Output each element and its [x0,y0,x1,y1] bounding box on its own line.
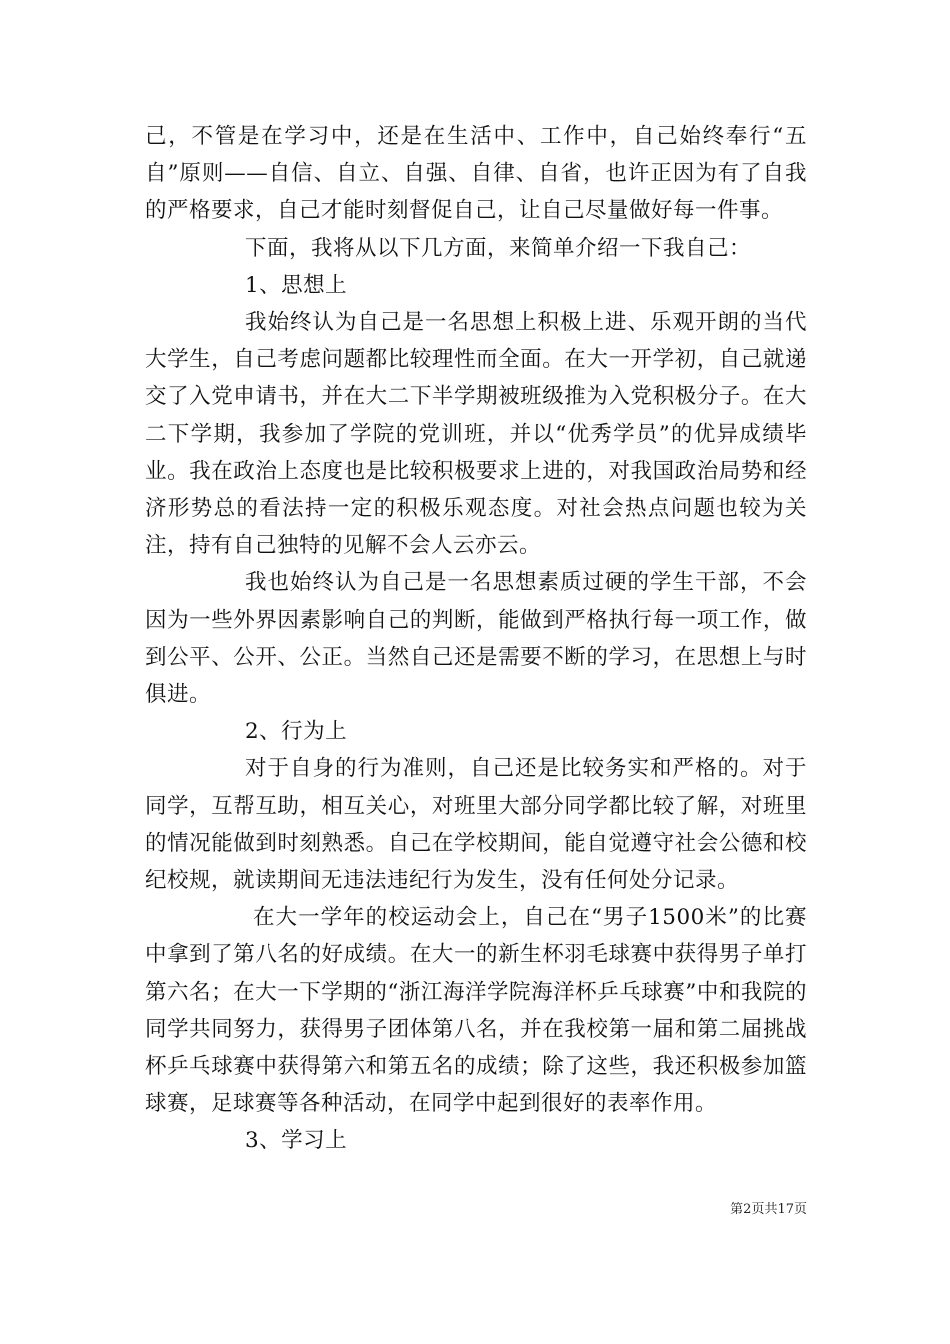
body-text [145,118,807,1160]
page-number-footer: 第2页共17页 [730,1202,807,1217]
paragraph: 对于自身的行为准则，自己还是比较务实和严格的。对于同学，互帮互助，相互关心，对班里大部分同学都比较了解，对班里的情况能做到时刻熟悉。自己在学校期间，能自觉遵守社会公德和校纪校规，就读期间无违法违纪行为发生，没有任何处分记录。 [145,756,807,894]
section-heading: 2、行为上 [245,719,348,745]
section-heading: 3、学习上 [245,1128,348,1154]
paragraph: 下面，我将从以下几方面，来简单介绍一下我自己： [245,235,752,261]
section-heading: 1、思想上 [245,272,348,298]
paragraph: 我始终认为自己是一名思想上积极上进、乐观开朗的当代大学生，自己考虑问题都比较理性而全面。在大一开学初，自己就递交了入党申请书，并在大二下半学期被班级推为入党积极分子。在大二下学期，我参加了学院的党训班，并以“优秀学员”的优异成绩毕业。我在政治上态度也是比较积极要求上进的，对我国政治局势和经济形势总的看法持一定的积极乐观态度。对社会热点问题也较为关注，持有自己独特的见解不会人云亦云。 [145,310,807,559]
paragraph: 己，不管是在学习中，还是在生活中、工作中，自己始终奉行“五自”原则——自信、自立、自强、自律、自省，也许正因为有了自我的严格要求，自己才能时刻督促自己，让自己尽量做好每一件事。 [145,124,807,224]
paragraph: 我也始终认为自己是一名思想素质过硬的学生干部，不会因为一些外界因素影响自己的判断，能做到严格执行每一项工作，做到公平、公开、公正。当然自己还是需要不断的学习，在思想上与时俱进。 [145,570,807,708]
paragraph: 在大一学年的校运动会上，自己在“男子1500米”的比赛中拿到了第八名的好成绩。在大一的新生杯羽毛球赛中获得男子单打第六名；在大一下学期的“浙江海洋学院海洋杯乒乓球赛”中和我院的同学共同努力，获得男子团体第八名，并在我校第一届和第二届挑战杯乒乓球赛中获得第六和第五名的成绩；除了这些，我还积极参加篮球赛，足球赛等各种活动，在同学中起到很好的表率作用。 [145,905,807,1117]
